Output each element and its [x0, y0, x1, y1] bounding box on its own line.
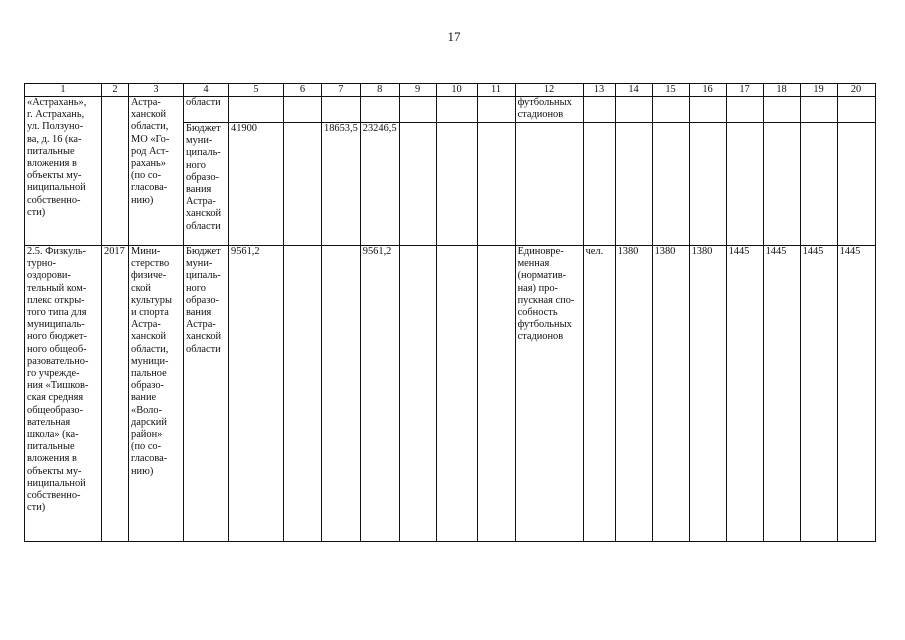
total-cell: 41900	[229, 123, 284, 246]
table-cell	[436, 246, 477, 542]
value-cell: 1380	[615, 246, 652, 542]
table-cell	[726, 123, 763, 246]
value-cell: 1445	[763, 246, 800, 542]
table-cell	[399, 246, 436, 542]
column-header: 5	[229, 84, 284, 97]
column-header: 8	[360, 84, 399, 97]
column-header: 4	[184, 84, 229, 97]
column-header: 14	[615, 84, 652, 97]
column-header: 17	[726, 84, 763, 97]
column-header: 9	[399, 84, 436, 97]
table-cell	[436, 123, 477, 246]
indicator-cell: футбольных стадионов	[515, 97, 583, 123]
column-header: 6	[284, 84, 322, 97]
table-cell	[583, 123, 615, 246]
column-header: 3	[129, 84, 184, 97]
table-cell	[477, 246, 515, 542]
table-cell	[615, 97, 652, 123]
object-name-cell: «Астрахань», г. Астрахань, ул. Ползуно- ва, д. 16 (ка- питальные вложения в объекты му- ниципальной собственно- сти)	[25, 97, 102, 246]
value-cell: 18653,5	[322, 123, 361, 246]
table-row	[25, 246, 876, 542]
table-cell	[399, 97, 436, 123]
table-cell	[284, 97, 322, 123]
table-cell	[800, 97, 837, 123]
table-cell	[477, 123, 515, 246]
header-row	[25, 84, 876, 97]
responsible-cell: Астра- ханской области, МО «Го- род Аст- рахань» (по со- гласова- нию)	[129, 97, 184, 246]
value-cell: 1445	[837, 246, 875, 542]
column-header: 10	[436, 84, 477, 97]
table-cell	[652, 97, 689, 123]
year-cell	[102, 97, 129, 246]
table-cell	[800, 123, 837, 246]
source-cell: Бюджет муни- ципаль- ного образо- вания Астра- ханской области	[184, 246, 229, 542]
page-number: 17	[447, 29, 461, 44]
table-cell	[837, 123, 875, 246]
column-header: 15	[652, 84, 689, 97]
indicator-cell: Единовре- менная (норматив- ная) про- пускная спо- собность футбольных стадионов	[515, 246, 583, 542]
table-cell	[322, 246, 361, 542]
source-cell: области	[184, 97, 229, 123]
table-cell	[583, 97, 615, 123]
source-cell: Бюджет муни- ципаль- ного образо- вания Астра- ханской области	[184, 123, 229, 246]
unit-cell: чел.	[583, 246, 615, 542]
table-cell	[284, 246, 322, 542]
value-cell: 1445	[726, 246, 763, 542]
table-cell	[477, 97, 515, 123]
table-cell	[837, 97, 875, 123]
column-header: 20	[837, 84, 875, 97]
table-cell	[726, 97, 763, 123]
column-header: 2	[102, 84, 129, 97]
table-cell	[399, 123, 436, 246]
column-header: 12	[515, 84, 583, 97]
value-cell: 1380	[689, 246, 726, 542]
table-cell	[689, 123, 726, 246]
year-cell: 2017	[102, 246, 129, 542]
column-header: 7	[322, 84, 361, 97]
value-cell: 1380	[652, 246, 689, 542]
column-header: 13	[583, 84, 615, 97]
responsible-cell: Мини- стерство физиче- ской культуры и спорта Астра- ханской области, муници- пальное образо- вание «Воло- дарский район» (по со- гласова- нию)	[129, 246, 184, 542]
table-cell	[652, 123, 689, 246]
column-header: 1	[25, 84, 102, 97]
table-cell	[436, 97, 477, 123]
table-cell	[229, 97, 284, 123]
table-cell	[322, 97, 361, 123]
value-cell: 1445	[800, 246, 837, 542]
table-cell	[360, 97, 399, 123]
table-cell	[689, 97, 726, 123]
column-header: 16	[689, 84, 726, 97]
column-header: 11	[477, 84, 515, 97]
column-header: 19	[800, 84, 837, 97]
value-cell: 9561,2	[360, 246, 399, 542]
column-header: 18	[763, 84, 800, 97]
value-cell: 23246,5	[360, 123, 399, 246]
table-cell	[284, 123, 322, 246]
total-cell: 9561,2	[229, 246, 284, 542]
data-table	[24, 83, 876, 542]
table-row	[25, 97, 876, 123]
table-cell	[763, 123, 800, 246]
object-name-cell: 2.5. Физкуль- турно- оздорови- тельный ком- плекс откры- того типа для муниципаль- ного бюджет- ного общеоб- разовательно- го учрежде- ния «Тишков- ская средняя общеобразо- вательная школа» (ка- питальные вложения в объекты му- ниципальной собственно- сти)	[25, 246, 102, 542]
table-cell	[763, 97, 800, 123]
table-cell	[515, 123, 583, 246]
table-cell	[615, 123, 652, 246]
